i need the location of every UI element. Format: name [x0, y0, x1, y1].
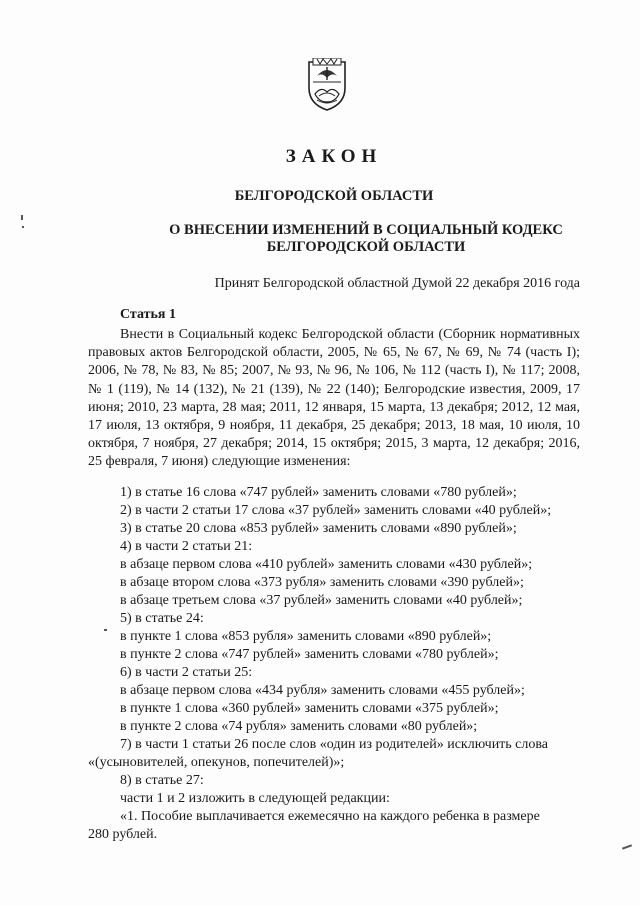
article-title: Статья 1 [120, 307, 176, 322]
list-item: 5) в статье 24: [120, 611, 204, 626]
heading-line-1: О ВНЕСЕНИИ ИЗМЕНЕНИЙ В СОЦИАЛЬНЫЙ КОДЕКС [169, 222, 563, 238]
list-item: в пункте 1 слова «853 рубля» заменить словами «890 рублей»; [120, 629, 492, 644]
list-item: в абзаце первом слова «434 рубля» заменить словами «455 рублей»; [120, 683, 525, 698]
document-title: ЗАКОН [285, 146, 383, 167]
list-item: 6) в части 2 статьи 25: [120, 665, 253, 680]
list-item: «1. Пособие выплачивается ежемесячно на каждого ребенка в размере [120, 809, 540, 824]
list-item: 280 рублей. [88, 827, 158, 842]
coat-of-arms-icon [305, 58, 349, 112]
list-item: 1) в статье 16 слова «747 рублей» заменить словами «780 рублей»; [120, 485, 517, 500]
adoption-note: Принят Белгородской областной Думой 22 декабря 2016 года [214, 276, 580, 291]
list-item: в абзаце втором слова «373 рубля» заменить словами «390 рублей»; [120, 575, 524, 590]
heading-line-2: БЕЛГОРОДСКОЙ ОБЛАСТИ [266, 239, 466, 255]
list-item: «(усыновителей, опекунов, попечителей)»; [88, 755, 345, 770]
list-item: 2) в части 2 статьи 17 слова «37 рублей» заменить словами «40 рублей»; [120, 503, 552, 518]
document-subtitle: БЕЛГОРОДСКОЙ ОБЛАСТИ [234, 188, 434, 204]
scan-speck [104, 629, 107, 631]
list-item: в пункте 2 слова «747 рублей» заменить словами «780 рублей»; [120, 647, 499, 662]
scan-speck [21, 215, 23, 220]
document-heading [120, 222, 590, 256]
article-intro-paragraph: Внести в Социальный кодекс Белгородской области (Сборник нормативных правовых актов Белгородской области, 2005, № 65, № 67, № 69, № 74 (часть I); 2006, № 78, № 83, № 85; 2007, № 93, № 96, № 106, № 112 (часть I), № 117; 2008, № 1 (119), № 14 (132), № 21 (139), № 22 (140); Белгородские известия, 2009, 17 июня; 2010, 23 марта, 28 мая; 2011, 12 января, 15 марта, 13 декабря; 2012, 12 мая, 17 июля, 13 октября, 9 ноября, 11 декабря, 25 декабря; 2013, 18 мая, 10 июля, 10 октября, 7 ноября, 27 декабря; 2014, 15 октября; 2015, 3 марта, 12 декабря; 2016, 25 февраля, 7 июня) следующие изменения: [88, 327, 580, 470]
list-item: части 1 и 2 изложить в следующей редакции: [120, 791, 390, 806]
list-item: 4) в части 2 статьи 21: [120, 539, 253, 554]
list-item: 8) в статье 27: [120, 773, 204, 788]
scan-speck [22, 226, 24, 228]
list-item: в пункте 1 слова «360 рублей» заменить словами «375 рублей»; [120, 701, 499, 716]
list-item: 3) в статье 20 слова «853 рублей» заменить словами «890 рублей»; [120, 521, 517, 536]
list-item: в абзаце первом слова «410 рублей» заменить словами «430 рублей»; [120, 557, 533, 572]
list-item: в пункте 2 слова «74 рубля» заменить словами «80 рублей»; [120, 719, 478, 734]
list-item: 7) в части 1 статьи 26 после слов «один из родителей» исключить слова [120, 737, 549, 752]
list-item: в абзаце третьем слова «37 рублей» заменить словами «40 рублей»; [120, 593, 523, 608]
scan-speck [622, 844, 632, 849]
